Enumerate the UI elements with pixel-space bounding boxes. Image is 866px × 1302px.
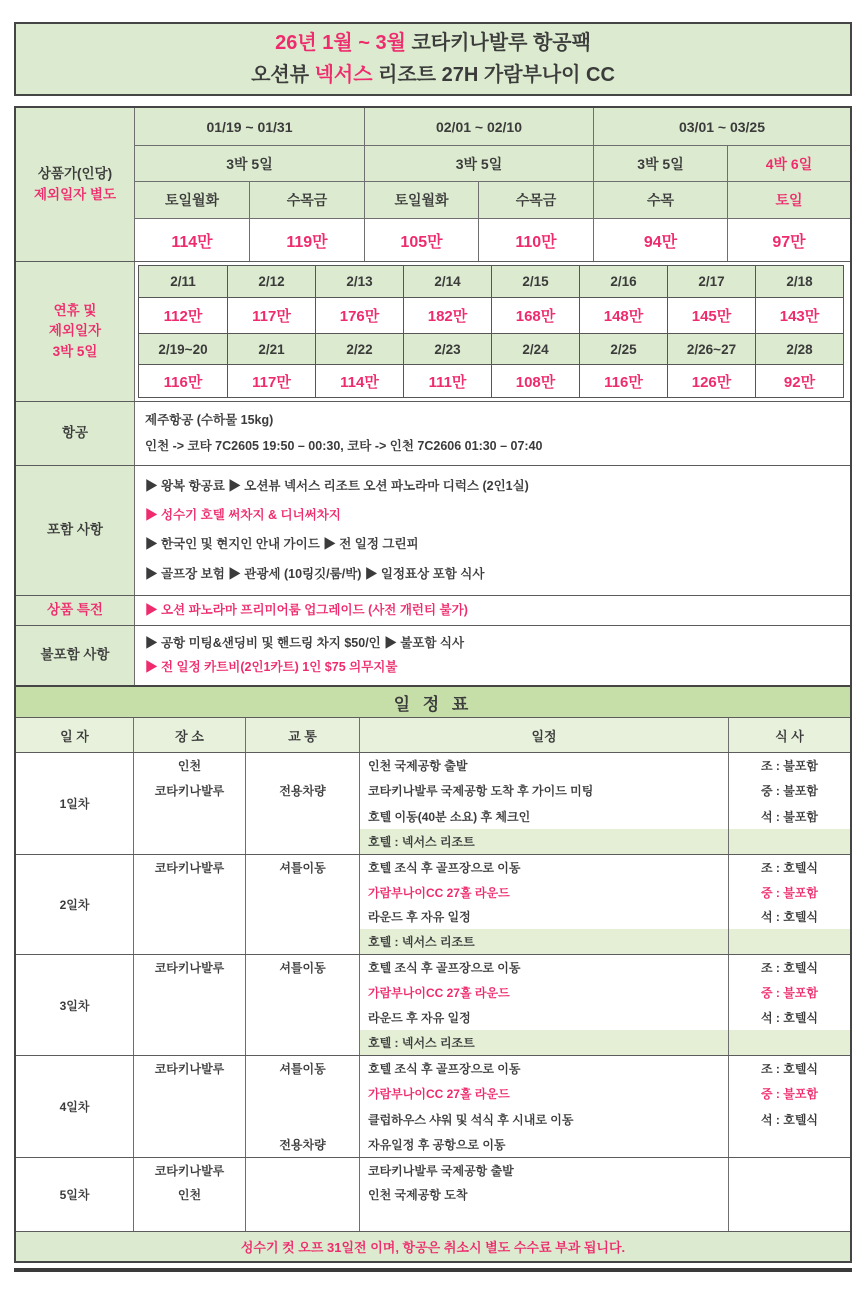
price-cell: 94만: [593, 218, 727, 261]
holiday-price-cell: 112만: [139, 297, 227, 333]
duration-cell: 3박 5일: [135, 145, 364, 181]
schedule-header-day: 일 자: [16, 718, 134, 752]
itinerary-meals-block: [360, 1056, 850, 1157]
holiday-date-cell: 2/21: [227, 333, 315, 364]
price-cell: 105만: [364, 218, 478, 261]
day-label: 1일차: [16, 753, 134, 854]
itinerary-line: 라운드 후 자유 일정: [360, 1005, 729, 1030]
holiday-price-cell: 148만: [579, 297, 667, 333]
period-cell: 02/01 ~ 02/10: [364, 108, 593, 145]
day-label: 3일차: [16, 955, 134, 1055]
holiday-section-label: [16, 262, 135, 401]
hotel-line: 호텔 : 넥서스 리조트: [360, 829, 729, 854]
special-info: [135, 596, 850, 625]
holiday-date-cell: 2/28: [755, 333, 843, 364]
flyer-page: [14, 22, 852, 1272]
period-cell: 01/19 ~ 01/31: [135, 108, 364, 145]
place-cell: [134, 753, 246, 854]
holiday-date-cell: 2/26~27: [667, 333, 755, 364]
itinerary-subrow: [360, 1107, 850, 1132]
title-line-1: [275, 27, 591, 59]
itinerary-meals-block: [360, 753, 850, 854]
holiday-date-cell: 2/13: [315, 266, 403, 297]
transport-cell: [246, 1158, 360, 1231]
meal-line: 조 : 불포함: [760, 759, 819, 774]
days-cell: 토일월화: [135, 181, 249, 218]
day-label: 5일차: [16, 1158, 134, 1231]
price-cell: 119만: [249, 218, 364, 261]
title-line1-rest: 코타키나발루 항공팩: [405, 32, 591, 54]
place-line: 코타키나발루: [154, 961, 225, 975]
meal-line: 중 : 불포함: [760, 986, 819, 1000]
holiday-price-cell: 92만: [755, 364, 843, 397]
price-section-label: [16, 108, 135, 261]
title-box: [14, 22, 852, 96]
itinerary-line-empty: [360, 1207, 729, 1231]
title-period-highlight: 26년 1월 ~ 3월: [275, 32, 406, 54]
itinerary-line-golf: 가람부나이CC 27홀 라운드: [360, 980, 729, 1005]
hotel-subrow: [360, 929, 850, 954]
schedule-header-meals: 식 사: [775, 728, 804, 744]
place-line: 코타키나발루: [154, 1062, 225, 1077]
itinerary-line: 자유일정 후 공항으로 이동: [360, 1132, 729, 1157]
itinerary-meals-block: [360, 955, 850, 1055]
holiday-date-cell: 2/15: [491, 266, 579, 297]
days-cell: 수목: [593, 181, 727, 218]
days-cell: 수목금: [249, 181, 364, 218]
included-section: [16, 465, 850, 595]
holiday-date-cell: 2/24: [491, 333, 579, 364]
meal-line: 석 : 불포함: [760, 809, 819, 824]
title-line2-pre: 오션뷰: [251, 64, 315, 86]
schedule-header-transport: 교 통: [246, 718, 360, 752]
meal-line-empty: [729, 1132, 850, 1157]
itinerary-subrow: [360, 1005, 850, 1030]
excluded-line: ▶ 공항 미팅&샌딩비 및 핸드링 차지 $50/인 ▶ 불포함 식사: [145, 636, 465, 650]
bottom-divider: [14, 1268, 852, 1272]
place-line: 인천: [177, 759, 202, 774]
meal-line: 석 : 호텔식: [760, 1011, 819, 1025]
meal-line-empty: [729, 829, 850, 854]
main-table: [14, 106, 852, 1263]
day-label: 2일차: [16, 855, 134, 954]
holiday-date-cell: 2/11: [139, 266, 227, 297]
meal-line: 중 : 불포함: [760, 885, 819, 900]
place-line: 코타키나발루: [154, 784, 225, 799]
holiday-price-cell: 117만: [227, 364, 315, 397]
itinerary-subrow: [360, 855, 850, 880]
days-cell: 토일: [727, 181, 850, 218]
title-line-2: [251, 59, 615, 91]
title-line2-rest: 리조트 27H 가람부나이 CC: [372, 64, 615, 86]
place-cell: [134, 855, 246, 954]
itinerary-line-golf: 가람부나이CC 27홀 라운드: [360, 1081, 729, 1106]
special-section-label: 상품 특전: [16, 596, 135, 625]
holiday-date-cell: 2/17: [667, 266, 755, 297]
meal-line-empty: [729, 1182, 850, 1206]
included-line: ▶ 골프장 보험 ▶ 관광세 (10링깃/룸/박) ▶ 일정표상 포함 식사: [145, 566, 485, 581]
period-cell: 03/01 ~ 03/25: [593, 108, 850, 145]
excluded-section-label: 불포함 사항: [16, 626, 135, 685]
holiday-date-cell: 2/22: [315, 333, 403, 364]
holiday-price-cell: 145만: [667, 297, 755, 333]
holiday-price-cell: 108만: [491, 364, 579, 397]
itinerary-meals-block: [360, 1158, 850, 1231]
excluded-section: [16, 625, 850, 685]
included-line: ▶ 왕복 항공료 ▶ 오션뷰 넥서스 리조트 오션 파노라마 디럭스 (2인1실): [145, 478, 529, 493]
transport-line: 전용차량: [279, 784, 326, 799]
itinerary-subrow: [360, 980, 850, 1005]
place-cell: [134, 955, 246, 1055]
price-label-line2: 제외일자 별도: [34, 186, 116, 202]
transport-cell: [246, 955, 360, 1055]
duration-cell: 4박 6일: [727, 145, 850, 181]
itinerary-subrow: [360, 1132, 850, 1157]
itinerary-subrow: [360, 1207, 850, 1231]
flight-section: [16, 401, 850, 465]
itinerary-line: 호텔 조식 후 골프장으로 이동: [360, 855, 729, 880]
holiday-price-cell: 143만: [755, 297, 843, 333]
hotel-line: 호텔 : 넥서스 리조트: [360, 1030, 729, 1055]
itinerary-subrow: [360, 804, 850, 829]
flight-airline: 제주항공 (수하물 15kg): [145, 413, 274, 427]
transport-line: 셔틀이동: [279, 860, 326, 875]
meal-line: 중 : 불포함: [760, 1087, 819, 1102]
itinerary-subrow: [360, 880, 850, 905]
meal-line: 석 : 호텔식: [760, 1112, 819, 1127]
day-label: 4일차: [16, 1056, 134, 1157]
holiday-price-cell: 117만: [227, 297, 315, 333]
price-cell: 114만: [135, 218, 249, 261]
hotel-subrow: [360, 1030, 850, 1055]
schedule-title-band: 일 정 표: [16, 685, 850, 717]
schedule-header-place: 장 소: [134, 718, 246, 752]
meal-line: 조 : 호텔식: [760, 860, 819, 875]
days-cell: 수목금: [478, 181, 593, 218]
itinerary-subrow: [360, 753, 850, 778]
holiday-table-wrap: [135, 262, 850, 401]
schedule-header-itinerary: 일정: [360, 718, 729, 752]
holiday-price-cell: 182만: [403, 297, 491, 333]
holiday-price-cell: 176만: [315, 297, 403, 333]
holiday-price-cell: 168만: [491, 297, 579, 333]
excluded-info: [135, 626, 850, 685]
holiday-date-cell: 2/23: [403, 333, 491, 364]
flight-schedule: 인천 -> 코타 7C2605 19:50 – 00:30, 코타 -> 인천 7C2606 01:30 – 07:40: [145, 438, 543, 453]
holiday-section: [16, 261, 850, 401]
hotel-subrow: [360, 829, 850, 854]
title-resort-highlight: 넥서스: [314, 64, 373, 86]
holiday-label-line3: 3박 5일: [52, 343, 98, 359]
included-line: ▶ 한국인 및 현지인 안내 가이드 ▶ 전 일정 그린피: [145, 537, 419, 552]
itinerary-meals-block: [360, 855, 850, 954]
place-line: 인천: [177, 1187, 202, 1202]
holiday-price-cell: 116만: [579, 364, 667, 397]
special-line: ▶ 오션 파노라마 프리미어룸 업그레이드 (사전 개런티 불가): [145, 603, 468, 617]
itinerary-line: 인천 국제공항 출발: [360, 753, 729, 778]
duration-cell: 3박 5일: [364, 145, 593, 181]
itinerary-line-golf: 가람부나이CC 27홀 라운드: [360, 880, 729, 905]
price-cell: 110만: [478, 218, 593, 261]
transport-line: 셔틀이동: [279, 1062, 326, 1077]
transport-cell: [246, 855, 360, 954]
schedule-row-day1: [16, 752, 850, 854]
itinerary-line: 호텔 이동(40분 소요) 후 체크인: [360, 804, 729, 829]
duration-cell: 3박 5일: [593, 145, 727, 181]
hotel-line: 호텔 : 넥서스 리조트: [360, 929, 729, 954]
schedule-row-day2: [16, 854, 850, 954]
transport-cell: [246, 1056, 360, 1157]
special-section: [16, 595, 850, 625]
holiday-date-cell: 2/14: [403, 266, 491, 297]
itinerary-line: 코타키나발루 국제공항 도착 후 가이드 미팅: [360, 778, 729, 803]
excluded-line-cart-fee: ▶ 전 일정 카트비(2인1카트) 1인 $75 의무지불: [145, 659, 398, 674]
itinerary-subrow: [360, 1081, 850, 1106]
holiday-date-cell: 2/19~20: [139, 333, 227, 364]
meal-line-empty: [729, 929, 850, 954]
meal-line-empty: [729, 1030, 850, 1055]
flight-section-label: 항공: [16, 402, 135, 465]
place-cell: [134, 1056, 246, 1157]
itinerary-subrow: [360, 778, 850, 803]
holiday-price-cell: 116만: [139, 364, 227, 397]
itinerary-subrow: [360, 1182, 850, 1206]
itinerary-line: 코타키나발루 국제공항 출발: [360, 1158, 729, 1182]
included-info: [135, 466, 850, 595]
holiday-label-line1: 연휴 및: [53, 303, 97, 319]
itinerary-subrow: [360, 905, 850, 930]
price-grid: [135, 108, 850, 261]
transport-cell: [246, 753, 360, 854]
itinerary-subrow: [360, 1158, 850, 1182]
itinerary-line: 호텔 조식 후 골프장으로 이동: [360, 955, 729, 980]
meal-line: 조 : 호텔식: [760, 1062, 819, 1077]
place-line: 코타키나발루: [154, 1163, 225, 1178]
flight-info: [135, 402, 850, 465]
place-cell: [134, 1158, 246, 1231]
place-line: 코타키나발루: [154, 860, 225, 875]
schedule-row-day3: [16, 954, 850, 1055]
meal-line: 조 : 호텔식: [760, 961, 819, 975]
holiday-price-cell: 114만: [315, 364, 403, 397]
days-cell: 토일월화: [364, 181, 478, 218]
meal-line: 석 : 호텔식: [760, 910, 819, 925]
meal-line-empty: [729, 1207, 850, 1231]
schedule-header-row: [16, 717, 850, 752]
price-cell: 97만: [727, 218, 850, 261]
holiday-table: [138, 265, 844, 398]
itinerary-subrow: [360, 955, 850, 980]
holiday-date-cell: 2/25: [579, 333, 667, 364]
holiday-date-cell: 2/16: [579, 266, 667, 297]
itinerary-line: 클럽하우스 샤워 및 석식 후 시내로 이동: [360, 1107, 729, 1132]
meal-line: 중 : 불포함: [760, 784, 819, 799]
holiday-price-cell: 126만: [667, 364, 755, 397]
itinerary-subrow: [360, 1056, 850, 1081]
itinerary-line: 인천 국제공항 도착: [360, 1182, 729, 1206]
meal-line-empty: [729, 1158, 850, 1182]
schedule-row-day4: [16, 1055, 850, 1157]
holiday-date-cell: 2/18: [755, 266, 843, 297]
holiday-date-cell: 2/12: [227, 266, 315, 297]
itinerary-line: 호텔 조식 후 골프장으로 이동: [360, 1056, 729, 1081]
price-label-line1: 상품가(인당): [37, 166, 113, 182]
cutoff-notice: 성수기 컷 오프 31일전 이며, 항공은 취소시 별도 수수료 부과 됩니다.: [16, 1231, 850, 1261]
transport-line: 전용차량: [279, 1137, 326, 1152]
schedule-row-day5: [16, 1157, 850, 1231]
transport-line: 셔틀이동: [279, 961, 326, 975]
included-line-surcharge: ▶ 성수기 호텔 써차지 & 디너써차지: [145, 508, 341, 523]
price-section: [16, 108, 850, 261]
holiday-price-cell: 111만: [403, 364, 491, 397]
holiday-label-line2: 제외일자: [48, 323, 102, 339]
included-section-label: 포함 사항: [16, 466, 135, 595]
itinerary-line: 라운드 후 자유 일정: [360, 905, 729, 930]
